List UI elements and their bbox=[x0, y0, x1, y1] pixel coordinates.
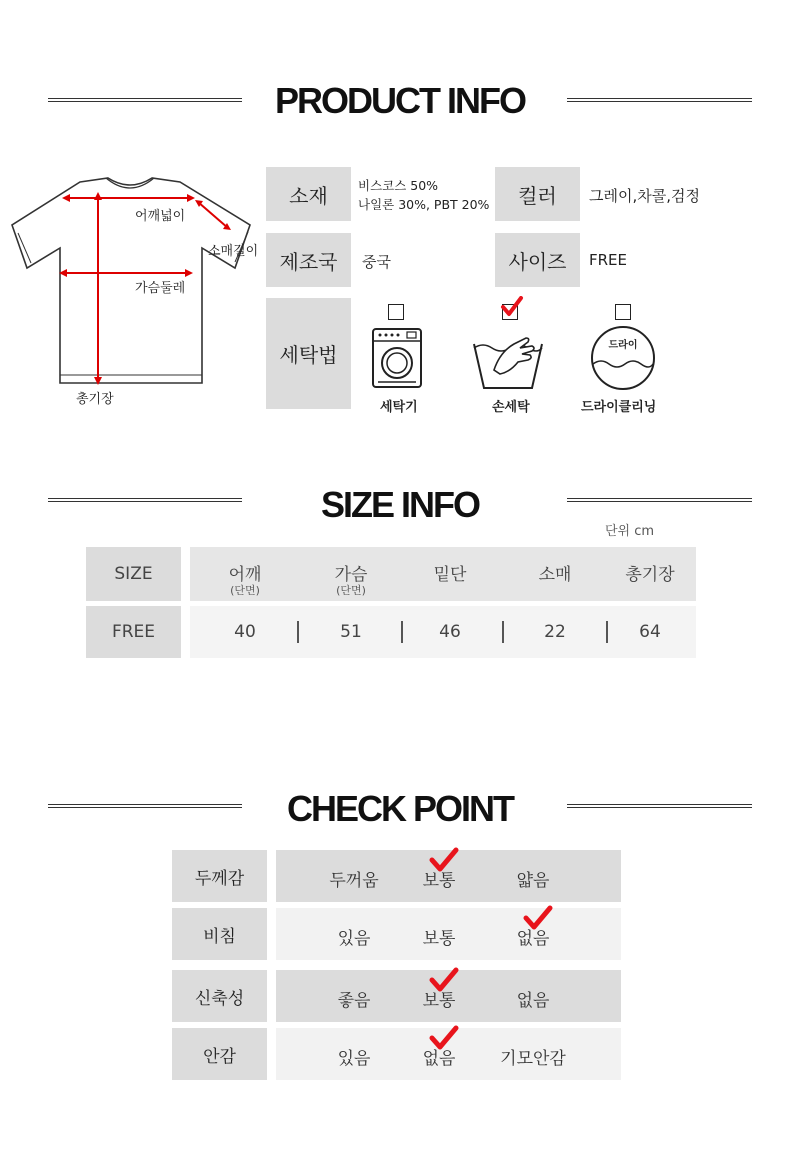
wash-option-label-1: 세탁기 bbox=[380, 400, 418, 415]
sleeve-label: 소매길이 bbox=[208, 244, 259, 259]
checkmark-icon bbox=[500, 296, 524, 318]
heading-rule-left bbox=[48, 98, 242, 102]
check-option[interactable]: 있음 bbox=[337, 1049, 371, 1069]
size-value-1: 40 bbox=[234, 622, 256, 642]
check-point-heading: CHECK POINT bbox=[286, 788, 513, 829]
check-option[interactable]: 보통 bbox=[422, 929, 456, 949]
heading-rule-left bbox=[48, 804, 242, 808]
heading-rule-right bbox=[567, 98, 752, 102]
size-col-header-5 bbox=[600, 560, 700, 585]
wash-option-label-2: 손세탁 bbox=[492, 400, 530, 415]
hand-wash-icon bbox=[470, 330, 546, 392]
check-option[interactable]: 없음 bbox=[516, 929, 550, 949]
checkmark-icon bbox=[429, 1025, 459, 1051]
wash-label: 세탁법 bbox=[266, 298, 351, 409]
size-value-4: 22 bbox=[544, 622, 566, 642]
dry-clean-checkbox[interactable] bbox=[615, 304, 631, 320]
heading-rule-right bbox=[567, 498, 752, 502]
size-col-label: 가슴 bbox=[334, 565, 368, 585]
heading-rule-right bbox=[567, 804, 752, 808]
length-label: 총기장 bbox=[76, 392, 114, 407]
origin-value: 중국 bbox=[362, 253, 391, 271]
size-col-label: 소매 bbox=[538, 565, 572, 585]
size-col-header-4 bbox=[505, 560, 605, 585]
check-option[interactable]: 보통 bbox=[422, 871, 456, 891]
size-col-header-1 bbox=[195, 560, 295, 597]
check-row-options bbox=[276, 908, 621, 960]
check-row-label: 비침 bbox=[172, 908, 267, 960]
size-col-label: 밑단 bbox=[433, 565, 467, 585]
checkmark-icon bbox=[523, 905, 553, 931]
dry-clean-icon bbox=[589, 324, 657, 392]
color-value: 그레이,차콜,검정 bbox=[589, 187, 700, 205]
material-label: 소재 bbox=[266, 167, 351, 221]
heading-rule-left bbox=[48, 498, 242, 502]
column-divider bbox=[502, 621, 504, 643]
check-option[interactable]: 없음 bbox=[516, 991, 550, 1011]
check-option[interactable]: 두꺼움 bbox=[329, 871, 379, 891]
size-value-5: 64 bbox=[639, 622, 661, 642]
size-col-label: 어깨 bbox=[228, 565, 262, 585]
size-unit: 단위 cm bbox=[605, 524, 655, 539]
size-value-2: 51 bbox=[340, 622, 362, 642]
size-col-label: 총기장 bbox=[625, 565, 675, 585]
checkmark-icon bbox=[429, 967, 459, 993]
size-col-header-2 bbox=[301, 560, 401, 597]
size-col-sub: (단면) bbox=[230, 584, 260, 597]
material-line-1: 비스코스 50% bbox=[358, 178, 439, 193]
dry-clean-icon-text: 드라이 bbox=[608, 340, 638, 351]
check-option[interactable]: 좋음 bbox=[337, 991, 371, 1011]
size-value-3: 46 bbox=[439, 622, 461, 642]
material-line-2: 나일론 30%, PBT 20% bbox=[358, 197, 490, 212]
check-option[interactable]: 기모안감 bbox=[500, 1049, 566, 1069]
wash-option-label-3: 드라이클리닝 bbox=[581, 400, 657, 415]
size-col-sub: (단면) bbox=[336, 584, 366, 597]
size-label: 사이즈 bbox=[495, 233, 580, 287]
material-value bbox=[358, 176, 489, 214]
size-row-label: FREE bbox=[86, 606, 181, 658]
washing-machine-checkbox[interactable] bbox=[388, 304, 404, 320]
origin-label: 제조국 bbox=[266, 233, 351, 287]
check-option[interactable]: 보통 bbox=[422, 991, 456, 1011]
size-value: FREE bbox=[589, 251, 628, 269]
check-row-label: 두께감 bbox=[172, 850, 267, 902]
shoulder-label: 어깨넓이 bbox=[135, 209, 186, 224]
check-row-options bbox=[276, 970, 621, 1022]
check-option[interactable]: 없음 bbox=[422, 1049, 456, 1069]
chest-label: 가슴둘레 bbox=[135, 281, 186, 296]
size-col-header-3 bbox=[400, 560, 500, 585]
color-label: 컬러 bbox=[495, 167, 580, 221]
check-option[interactable]: 얇음 bbox=[516, 871, 550, 891]
size-info-heading: SIZE INFO bbox=[320, 484, 479, 525]
washing-machine-icon bbox=[371, 327, 423, 389]
check-row-label: 안감 bbox=[172, 1028, 267, 1080]
size-header-label: SIZE bbox=[86, 547, 181, 601]
column-divider bbox=[297, 621, 299, 643]
check-option[interactable]: 있음 bbox=[337, 929, 371, 949]
check-row-label: 신축성 bbox=[172, 970, 267, 1022]
check-row-options bbox=[276, 850, 621, 902]
checkmark-icon bbox=[429, 847, 459, 873]
product-info-heading: PRODUCT INFO bbox=[275, 80, 525, 121]
check-row-options bbox=[276, 1028, 621, 1080]
